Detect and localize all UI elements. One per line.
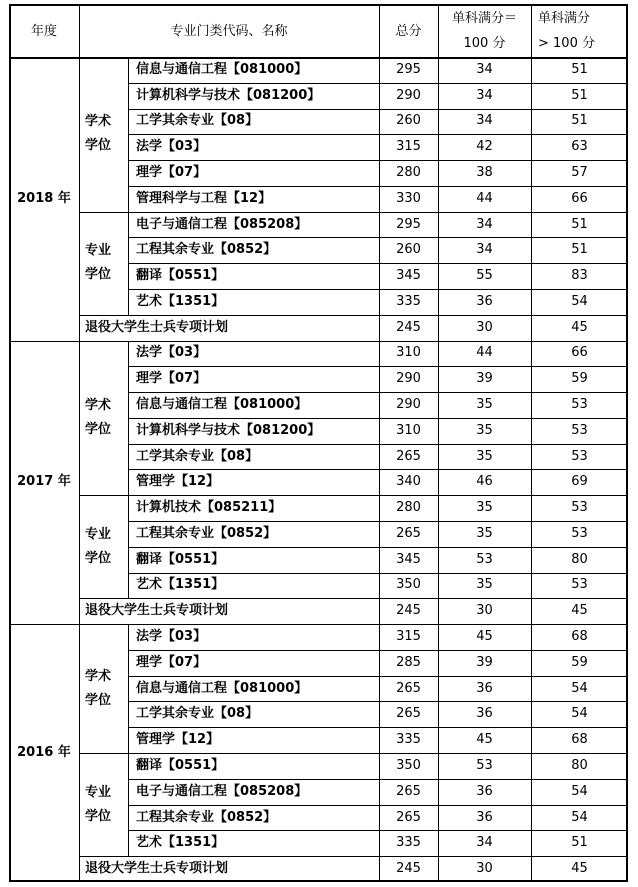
major-name: 工学其余专业【08】 xyxy=(136,706,259,721)
degree-category-label-line: 学位 xyxy=(85,809,112,824)
major-name: 艺术【1351】 xyxy=(136,294,225,309)
single-gt100-score: 45 xyxy=(571,861,588,876)
degree-category-label-line: 专业 xyxy=(85,527,112,542)
grid-line-h xyxy=(128,727,628,728)
major-name: 管理科学与工程【12】 xyxy=(136,191,272,206)
single-100-score: 39 xyxy=(476,371,493,386)
grid-line-v xyxy=(79,341,80,625)
single-gt100-score: 68 xyxy=(571,629,588,644)
grid-line-h xyxy=(128,830,628,831)
grid-line-h xyxy=(128,366,628,367)
grid-line-h xyxy=(128,160,628,161)
single-100-score: 53 xyxy=(476,552,493,567)
total-score: 310 xyxy=(396,423,421,438)
grid-line-h xyxy=(128,805,628,806)
single-100-score: 36 xyxy=(476,706,493,721)
single-100-score: 42 xyxy=(476,139,493,154)
grid-line-h xyxy=(128,779,628,780)
grid-line-h xyxy=(128,186,628,187)
single-100-score: 34 xyxy=(476,217,493,232)
major-name: 计算机科学与技术【081200】 xyxy=(136,423,321,438)
grid-line-h xyxy=(9,341,628,342)
grid-line-v xyxy=(128,495,129,598)
major-name: 计算机科学与技术【081200】 xyxy=(136,88,321,103)
total-score: 265 xyxy=(396,681,421,696)
header-single-100-line2: 100 分 xyxy=(463,36,506,51)
single-100-score: 46 xyxy=(476,474,493,489)
grid-line-h xyxy=(79,315,628,316)
single-gt100-score: 54 xyxy=(571,784,588,799)
header-year: 年度 xyxy=(30,24,57,39)
total-score: 290 xyxy=(396,88,421,103)
major-name: 理学【07】 xyxy=(136,371,207,386)
total-score: 335 xyxy=(396,294,421,309)
total-score: 315 xyxy=(396,139,421,154)
grid-line-v xyxy=(379,341,380,625)
grid-line-v xyxy=(438,341,439,625)
grid-line-v xyxy=(626,4,628,882)
major-name: 电子与通信工程【085208】 xyxy=(136,217,308,232)
single-gt100-score: 51 xyxy=(571,88,588,103)
major-name: 法学【03】 xyxy=(136,345,207,360)
single-100-score: 38 xyxy=(476,165,493,180)
degree-category-label-line: 专业 xyxy=(85,243,112,258)
major-name: 管理学【12】 xyxy=(136,732,220,747)
single-gt100-score: 59 xyxy=(571,371,588,386)
degree-category-label xyxy=(85,523,111,571)
grid-line-v xyxy=(531,624,532,882)
single-gt100-score: 53 xyxy=(571,423,588,438)
single-100-score: 30 xyxy=(476,861,493,876)
single-100-score: 35 xyxy=(476,397,493,412)
total-score: 330 xyxy=(396,191,421,206)
grid-line-v xyxy=(79,624,80,882)
single-gt100-score: 51 xyxy=(571,835,588,850)
single-100-score: 45 xyxy=(476,629,493,644)
major-name: 理学【07】 xyxy=(136,655,207,670)
header-major: 专业门类代码、名称 xyxy=(170,24,288,39)
total-score: 290 xyxy=(396,371,421,386)
grid-line-v xyxy=(128,753,129,856)
single-100-score: 35 xyxy=(476,500,493,515)
grid-line-v xyxy=(79,57,80,341)
special-plan-name: 退役大学生士兵专项计划 xyxy=(85,603,229,618)
single-gt100-score: 54 xyxy=(571,706,588,721)
single-gt100-score: 80 xyxy=(571,552,588,567)
single-gt100-score: 53 xyxy=(571,449,588,464)
grid-line-h xyxy=(128,650,628,651)
total-score: 265 xyxy=(396,449,421,464)
grid-line-v xyxy=(379,57,380,341)
single-100-score: 30 xyxy=(476,603,493,618)
degree-category-label-line: 学位 xyxy=(85,422,112,437)
grid-line-v xyxy=(379,4,380,57)
grid-line-v xyxy=(531,57,532,341)
grid-line-h xyxy=(128,573,628,574)
total-score: 335 xyxy=(396,732,421,747)
grid-line-h xyxy=(128,289,628,290)
total-score: 345 xyxy=(396,552,421,567)
single-gt100-score: 68 xyxy=(571,732,588,747)
single-gt100-score: 53 xyxy=(571,577,588,592)
single-100-score: 39 xyxy=(476,655,493,670)
grid-line-h xyxy=(128,237,628,238)
single-gt100-score: 54 xyxy=(571,681,588,696)
major-name: 信息与通信工程【081000】 xyxy=(136,62,308,77)
major-name: 工程其余专业【0852】 xyxy=(136,810,277,825)
degree-category-label xyxy=(85,239,111,287)
grid-line-h xyxy=(128,521,628,522)
header-single-gt100-line2: > 100 分 xyxy=(538,36,595,51)
grid-line-v xyxy=(531,341,532,625)
single-gt100-score: 51 xyxy=(571,242,588,257)
degree-category-label xyxy=(85,110,111,158)
single-gt100-score: 53 xyxy=(571,397,588,412)
single-100-score: 35 xyxy=(476,526,493,541)
single-gt100-score: 63 xyxy=(571,139,588,154)
header-total: 总分 xyxy=(395,24,422,39)
total-score: 260 xyxy=(396,113,421,128)
special-plan-name: 退役大学生士兵专项计划 xyxy=(85,320,229,335)
degree-category-label-line: 学位 xyxy=(85,267,112,282)
score-table xyxy=(9,4,628,882)
total-score: 340 xyxy=(396,474,421,489)
grid-line-h xyxy=(79,495,628,496)
single-100-score: 35 xyxy=(476,449,493,464)
grid-line-v xyxy=(128,212,129,315)
total-score: 265 xyxy=(396,706,421,721)
grid-line-h xyxy=(128,134,628,135)
single-100-score: 44 xyxy=(476,191,493,206)
total-score: 310 xyxy=(396,345,421,360)
degree-category-label-line: 学术 xyxy=(85,669,112,684)
major-name: 工程其余专业【0852】 xyxy=(136,242,277,257)
major-name: 计算机技术【085211】 xyxy=(136,500,282,515)
year-label: 2017 年 xyxy=(17,474,71,489)
grid-line-h xyxy=(79,598,628,599)
degree-category-label-line: 学位 xyxy=(85,551,112,566)
degree-category-label-line: 学术 xyxy=(85,114,112,129)
major-name: 信息与通信工程【081000】 xyxy=(136,681,308,696)
degree-category-label-line: 学位 xyxy=(85,693,112,708)
header-single-gt100-line1: 单科满分 xyxy=(538,11,591,26)
single-gt100-score: 59 xyxy=(571,655,588,670)
grid-line-v xyxy=(128,624,129,753)
major-name: 工程其余专业【0852】 xyxy=(136,526,277,541)
grid-line-v xyxy=(531,4,532,57)
major-name: 艺术【1351】 xyxy=(136,835,225,850)
single-100-score: 36 xyxy=(476,810,493,825)
total-score: 245 xyxy=(396,861,421,876)
total-score: 260 xyxy=(396,242,421,257)
major-name: 工学其余专业【08】 xyxy=(136,449,259,464)
major-name: 管理学【12】 xyxy=(136,474,220,489)
degree-category-label xyxy=(85,665,111,713)
header-single-100-line1: 单科满分＝ xyxy=(451,11,517,26)
degree-category-label-line: 学术 xyxy=(85,398,112,413)
grid-line-h xyxy=(128,676,628,677)
single-gt100-score: 45 xyxy=(571,320,588,335)
single-100-score: 55 xyxy=(476,268,493,283)
grid-line-v xyxy=(79,4,80,57)
grid-line-h xyxy=(128,444,628,445)
single-gt100-score: 80 xyxy=(571,758,588,773)
grid-line-v xyxy=(438,4,439,57)
grid-line-h xyxy=(128,469,628,470)
grid-line-h xyxy=(79,753,628,754)
grid-line-h xyxy=(128,547,628,548)
single-100-score: 34 xyxy=(476,113,493,128)
single-gt100-score: 45 xyxy=(571,603,588,618)
grid-line-v xyxy=(379,624,380,882)
special-plan-name: 退役大学生士兵专项计划 xyxy=(85,861,229,876)
major-name: 法学【03】 xyxy=(136,139,207,154)
total-score: 350 xyxy=(396,577,421,592)
total-score: 245 xyxy=(396,320,421,335)
single-gt100-score: 66 xyxy=(571,191,588,206)
single-100-score: 34 xyxy=(476,242,493,257)
grid-line-h xyxy=(9,4,628,6)
degree-category-label-line: 学位 xyxy=(85,138,112,153)
grid-line-h xyxy=(128,418,628,419)
grid-line-h xyxy=(128,83,628,84)
single-100-score: 35 xyxy=(476,577,493,592)
degree-category-label xyxy=(85,394,111,442)
grid-line-v xyxy=(438,624,439,882)
degree-category-label xyxy=(85,781,111,829)
total-score: 280 xyxy=(396,500,421,515)
total-score: 295 xyxy=(396,62,421,77)
single-100-score: 53 xyxy=(476,758,493,773)
single-100-score: 36 xyxy=(476,681,493,696)
total-score: 345 xyxy=(396,268,421,283)
total-score: 295 xyxy=(396,217,421,232)
grid-line-h xyxy=(128,263,628,264)
total-score: 280 xyxy=(396,165,421,180)
single-100-score: 45 xyxy=(476,732,493,747)
total-score: 290 xyxy=(396,397,421,412)
grid-line-h xyxy=(79,856,628,857)
total-score: 315 xyxy=(396,629,421,644)
major-name: 翻译【0551】 xyxy=(136,552,225,567)
grid-line-h xyxy=(128,109,628,110)
single-gt100-score: 51 xyxy=(571,113,588,128)
grid-line-h xyxy=(9,624,628,625)
total-score: 265 xyxy=(396,784,421,799)
single-100-score: 30 xyxy=(476,320,493,335)
single-gt100-score: 83 xyxy=(571,268,588,283)
major-name: 翻译【0551】 xyxy=(136,268,225,283)
single-gt100-score: 53 xyxy=(571,526,588,541)
total-score: 265 xyxy=(396,526,421,541)
single-100-score: 34 xyxy=(476,835,493,850)
single-gt100-score: 57 xyxy=(571,165,588,180)
single-100-score: 36 xyxy=(476,294,493,309)
major-name: 信息与通信工程【081000】 xyxy=(136,397,308,412)
year-label: 2016 年 xyxy=(17,745,71,760)
single-100-score: 44 xyxy=(476,345,493,360)
total-score: 265 xyxy=(396,810,421,825)
grid-line-h xyxy=(128,392,628,393)
grid-line-v xyxy=(438,57,439,341)
single-100-score: 36 xyxy=(476,784,493,799)
major-name: 翻译【0551】 xyxy=(136,758,225,773)
single-gt100-score: 51 xyxy=(571,217,588,232)
total-score: 350 xyxy=(396,758,421,773)
single-gt100-score: 69 xyxy=(571,474,588,489)
single-gt100-score: 54 xyxy=(571,294,588,309)
single-gt100-score: 66 xyxy=(571,345,588,360)
major-name: 电子与通信工程【085208】 xyxy=(136,784,308,799)
major-name: 工学其余专业【08】 xyxy=(136,113,259,128)
single-100-score: 35 xyxy=(476,423,493,438)
grid-line-h xyxy=(79,212,628,213)
single-100-score: 34 xyxy=(476,88,493,103)
single-gt100-score: 51 xyxy=(571,62,588,77)
total-score: 335 xyxy=(396,835,421,850)
major-name: 法学【03】 xyxy=(136,629,207,644)
single-gt100-score: 54 xyxy=(571,810,588,825)
total-score: 245 xyxy=(396,603,421,618)
year-label: 2018 年 xyxy=(17,191,71,206)
grid-line-h xyxy=(9,880,628,882)
grid-line-v xyxy=(128,341,129,496)
total-score: 285 xyxy=(396,655,421,670)
grid-line-h xyxy=(9,57,628,59)
major-name: 理学【07】 xyxy=(136,165,207,180)
single-gt100-score: 53 xyxy=(571,500,588,515)
grid-line-h xyxy=(128,701,628,702)
single-100-score: 34 xyxy=(476,62,493,77)
degree-category-label-line: 专业 xyxy=(85,785,112,800)
grid-line-v xyxy=(128,57,129,212)
major-name: 艺术【1351】 xyxy=(136,577,225,592)
